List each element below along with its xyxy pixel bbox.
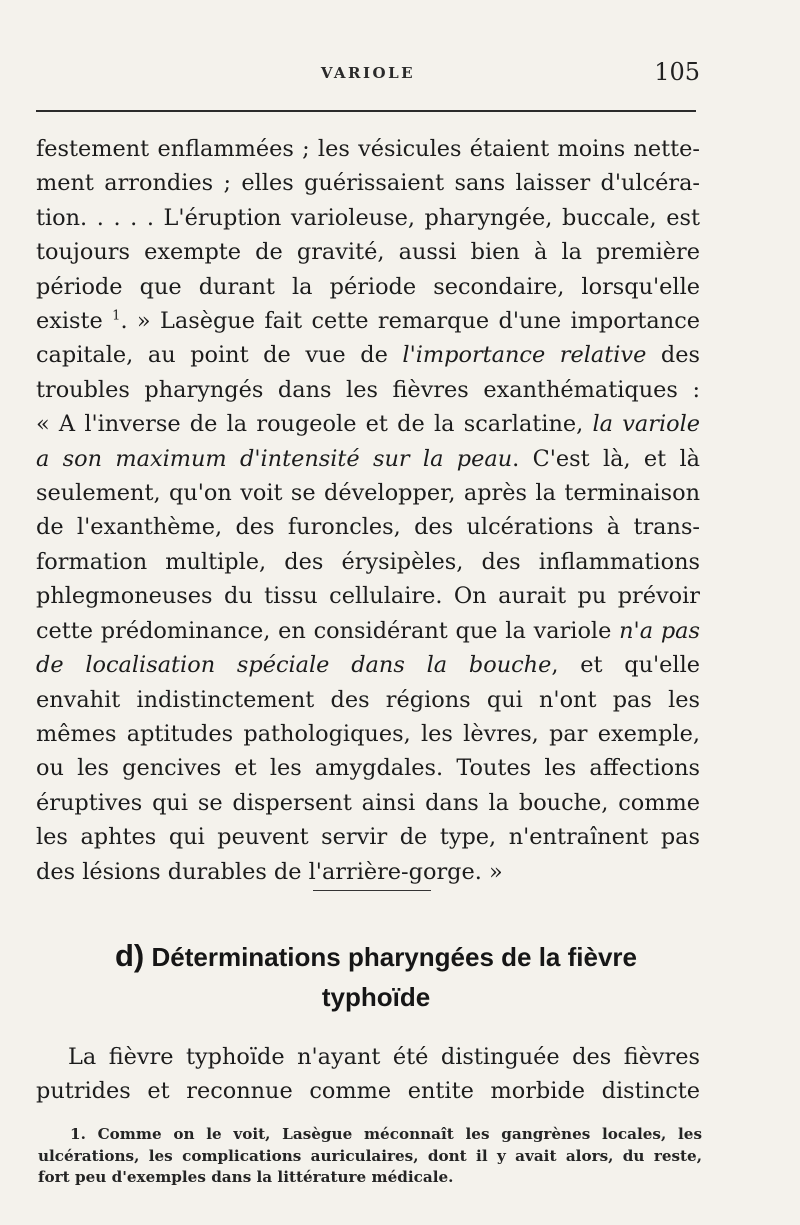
section-title-line: typhoïde bbox=[321, 982, 431, 1012]
section-paragraph bbox=[36, 1040, 700, 1109]
text-line bbox=[36, 442, 700, 476]
text-span: des bbox=[646, 342, 700, 369]
text-line: phlegmoneuses du tissu cellulaire. On aurait pu prévoir bbox=[36, 583, 700, 610]
text-line: tion. . . . . L'éruption varioleuse, pharyngée, buccale, est bbox=[36, 204, 700, 231]
italic-emphasis: l'importance relative bbox=[402, 342, 647, 369]
italic-emphasis: a son maximum d'intensité sur la peau bbox=[36, 445, 513, 472]
text-span: « A l'inverse de la rougeole et de la scarlatine, bbox=[36, 411, 593, 438]
text-line: seulement, qu'on voit se développer, après la terminaison bbox=[36, 480, 700, 507]
running-head bbox=[36, 58, 700, 94]
text-line: de l'exanthème, des furoncles, des ulcérations à trans- bbox=[36, 514, 700, 541]
italic-emphasis: n'a pas bbox=[619, 617, 700, 644]
text-line: ment arrondies ; elles guérissaient sans laisser d'ulcéra- bbox=[36, 170, 700, 197]
body-paragraph bbox=[36, 132, 700, 889]
text-line: des lésions durables de l'arrière-gorge. » bbox=[36, 858, 503, 885]
footnote-reference: 1 bbox=[112, 308, 121, 324]
text-line: les aphtes qui peuvent servir de type, n'entraînent pas bbox=[36, 824, 700, 851]
page-number: 105 bbox=[654, 58, 700, 86]
text-line: formation multiple, des érysipèles, des inflammations bbox=[36, 548, 700, 575]
text-line: ou les gencives et les amygdales. Toutes les affections bbox=[36, 755, 700, 782]
footnote bbox=[38, 1124, 702, 1189]
text-span: capitale, au point de vue de bbox=[36, 342, 403, 369]
text-line: éruptives qui se dispersent ainsi dans la bouche, comme bbox=[36, 789, 700, 816]
text-line: toujours exempte de gravité, aussi bien à la première bbox=[36, 239, 700, 266]
text-line: envahit indistinctement des régions qui n'ont pas les bbox=[36, 686, 700, 713]
text-line bbox=[36, 648, 700, 682]
italic-emphasis: de localisation spéciale dans la bouche bbox=[36, 652, 552, 679]
text-line: mêmes aptitudes pathologiques, les lèvres, par exemple, bbox=[36, 720, 700, 747]
section-title-line: Déterminations pharyngées de la fièvre bbox=[151, 942, 637, 972]
text-line bbox=[36, 304, 700, 338]
text-line: période que durant la période secondaire, lorsqu'elle bbox=[36, 273, 700, 300]
section-heading bbox=[56, 936, 696, 1017]
text-line: La fièvre typhoïde n'ayant été distinguée des fièvres bbox=[68, 1044, 700, 1070]
text-line bbox=[36, 338, 700, 372]
header-rule bbox=[36, 110, 696, 112]
text-span: existe bbox=[36, 308, 113, 335]
text-line: troubles pharyngés dans les fièvres exanthématiques : bbox=[36, 376, 700, 403]
text-line bbox=[36, 614, 700, 648]
footnote-line: 1. Comme on le voit, Lasègue méconnaît les gangrènes locales, les bbox=[70, 1125, 702, 1143]
section-marker: d) bbox=[114, 938, 145, 973]
text-span: cette prédominance, en considérant que la variole bbox=[36, 617, 620, 644]
text-line: festement enflammées ; les vésicules étaient moins nette- bbox=[36, 136, 700, 162]
text-span: . » Lasègue fait cette remarque d'une importance bbox=[120, 308, 700, 335]
section-divider bbox=[313, 890, 431, 891]
italic-emphasis: la variole bbox=[592, 411, 700, 438]
footnote-line: fort peu d'exemples dans la littérature médicale. bbox=[38, 1168, 454, 1186]
running-title: VARIOLE bbox=[320, 64, 416, 82]
text-line bbox=[36, 407, 700, 441]
text-line: putrides et reconnue comme entite morbide distincte bbox=[36, 1078, 700, 1105]
footnote-line: ulcérations, les complications auriculaires, dont il y avait alors, du reste, bbox=[38, 1146, 702, 1165]
text-span: , et qu'elle bbox=[551, 652, 700, 679]
text-span: . C'est là, et là bbox=[512, 445, 700, 472]
